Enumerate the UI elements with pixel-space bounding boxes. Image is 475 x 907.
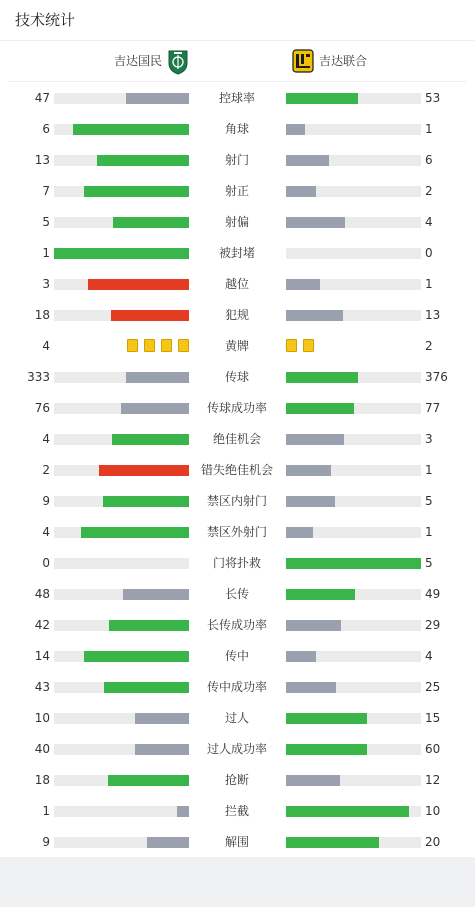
away-bar: [286, 465, 331, 476]
home-bar-track: [54, 155, 189, 166]
away-bar: [286, 217, 345, 228]
stat-label: 射偏: [224, 215, 249, 229]
home-bar-track: [54, 558, 189, 569]
away-bar-track: [286, 682, 421, 693]
away-bar: [286, 713, 367, 724]
away-bar-track: [286, 775, 421, 786]
home-bar: [97, 155, 189, 166]
home-value: 13: [34, 153, 50, 167]
home-bar-track: [54, 589, 189, 600]
away-bar: [286, 775, 340, 786]
away-team-name: 吉达联合: [319, 54, 368, 68]
stat-row: [0, 677, 475, 697]
yellow-card-icon: [161, 339, 172, 352]
stat-row: [0, 150, 475, 170]
stat-label: 被封堵: [218, 246, 255, 260]
stat-label: 越位: [224, 277, 249, 291]
stat-label: 黄牌: [224, 339, 249, 353]
away-bar-track: [286, 651, 421, 662]
stat-label: 过人成功率: [206, 742, 267, 756]
home-bar: [147, 837, 189, 848]
stat-label: 传球成功率: [206, 401, 267, 415]
home-bar-track: [54, 124, 189, 135]
away-bar-track: [286, 713, 421, 724]
away-bar: [286, 155, 329, 166]
away-bar: [286, 279, 320, 290]
away-value: 1: [425, 525, 433, 539]
away-bar-track: [286, 558, 421, 569]
yellow-card-icon: [178, 339, 189, 352]
away-bar: [286, 496, 335, 507]
away-value: 2: [425, 184, 433, 198]
stat-row: [0, 801, 475, 821]
away-bar: [286, 589, 355, 600]
away-bar: [286, 744, 367, 755]
away-value: 49: [425, 587, 441, 601]
stat-row: [0, 584, 475, 604]
away-value: 0: [425, 246, 433, 260]
stat-row: [0, 336, 475, 356]
away-value: 3: [425, 432, 433, 446]
away-bar-track: [286, 217, 421, 228]
away-bar-track: [286, 310, 421, 321]
stat-row: [0, 770, 475, 790]
home-bar-track: [54, 620, 189, 631]
stat-row: [0, 739, 475, 759]
home-value: 40: [34, 742, 50, 756]
home-value: 47: [34, 91, 50, 105]
away-bar-track: [286, 93, 421, 104]
stat-label: 射门: [224, 153, 249, 167]
stat-row: [0, 243, 475, 263]
home-value: 4: [42, 525, 50, 539]
stat-row: [0, 274, 475, 294]
stat-label: 禁区外射门: [206, 525, 267, 539]
home-bar: [84, 651, 189, 662]
home-bar: [111, 310, 189, 321]
home-bar: [112, 434, 189, 445]
home-bar-track: [54, 775, 189, 786]
away-value: 1: [425, 277, 433, 291]
home-bar-track: [54, 186, 189, 197]
home-bar-track: [54, 744, 189, 755]
home-bar-track: [54, 806, 189, 817]
away-value: 53: [425, 91, 441, 105]
stat-row: [0, 615, 475, 635]
away-bar-track: [286, 124, 421, 135]
home-bar: [81, 527, 189, 538]
away-bar: [286, 372, 358, 383]
away-value: 4: [425, 649, 433, 663]
home-bar-track: [54, 434, 189, 445]
away-bar: [286, 124, 305, 135]
home-value: 1: [42, 804, 50, 818]
away-bar: [286, 651, 316, 662]
home-bar-track: [54, 372, 189, 383]
away-value: 29: [425, 618, 441, 632]
away-bar-track: [286, 620, 421, 631]
home-value: 76: [34, 401, 50, 415]
home-bar: [54, 248, 189, 259]
yellow-card-icon: [144, 339, 155, 352]
stat-row: [0, 181, 475, 201]
page-title: 技术统计: [0, 0, 475, 41]
away-bar: [286, 186, 316, 197]
stat-label: 传中成功率: [206, 680, 267, 694]
away-bar-track: [286, 527, 421, 538]
home-value: 18: [34, 308, 50, 322]
home-bar-track: [54, 279, 189, 290]
away-bar: [286, 403, 354, 414]
away-bar-track: [286, 403, 421, 414]
home-value: 4: [42, 432, 50, 446]
stat-row: [0, 305, 475, 325]
home-bar: [84, 186, 189, 197]
home-bar: [135, 713, 189, 724]
stat-row: [0, 646, 475, 666]
away-value: 10: [425, 804, 441, 818]
home-bar-track: [54, 248, 189, 259]
away-bar-track: [286, 155, 421, 166]
stat-label: 控球率: [218, 91, 255, 105]
stat-label: 传中: [224, 649, 249, 663]
away-value: 5: [425, 556, 433, 570]
away-bar-track: [286, 744, 421, 755]
away-bar-track: [286, 496, 421, 507]
home-bar: [109, 620, 189, 631]
away-bar-track: [286, 465, 421, 476]
home-bar-track: [54, 310, 189, 321]
stat-label: 禁区内射门: [206, 494, 267, 508]
stat-label: 长传成功率: [206, 618, 267, 632]
home-bar: [123, 589, 189, 600]
stat-row: [0, 832, 475, 852]
away-value: 12: [425, 773, 441, 787]
home-bar: [103, 496, 189, 507]
away-value: 13: [425, 308, 441, 322]
home-bar-track: [54, 496, 189, 507]
away-bar: [286, 558, 421, 569]
home-bar-track: [54, 837, 189, 848]
home-bar-track: [54, 465, 189, 476]
away-bar: [286, 682, 336, 693]
home-value: 42: [34, 618, 50, 632]
home-bar-track: [54, 527, 189, 538]
home-bar: [121, 403, 189, 414]
away-value: 25: [425, 680, 441, 694]
stat-label: 过人: [224, 711, 249, 725]
stat-label: 抢断: [224, 773, 249, 787]
away-bar: [286, 93, 358, 104]
away-bar: [286, 806, 409, 817]
stat-label: 绝佳机会: [212, 432, 261, 446]
away-value: 15: [425, 711, 441, 725]
home-bar: [126, 372, 189, 383]
away-value: 1: [425, 122, 433, 136]
away-yellow-cards: [286, 339, 320, 352]
stat-row: [0, 491, 475, 511]
stat-label: 传球: [224, 370, 249, 384]
home-bar: [108, 775, 189, 786]
home-yellow-cards: [121, 339, 189, 352]
stat-row: [0, 429, 475, 449]
home-bar: [135, 744, 189, 755]
away-bar-track: [286, 248, 421, 259]
home-bar: [126, 93, 189, 104]
home-bar: [177, 806, 189, 817]
home-bar-track: [54, 651, 189, 662]
home-bar-track: [54, 93, 189, 104]
away-value: 6: [425, 153, 433, 167]
home-value: 0: [42, 556, 50, 570]
home-value: 333: [27, 370, 50, 384]
away-bar: [286, 527, 313, 538]
home-bar-track: [54, 403, 189, 414]
stat-row: [0, 708, 475, 728]
stat-label: 长传: [224, 587, 249, 601]
home-value: 6: [42, 122, 50, 136]
yellow-card-icon: [286, 339, 297, 352]
away-bar-track: [286, 372, 421, 383]
home-bar-track: [54, 713, 189, 724]
home-value: 2: [42, 463, 50, 477]
away-bar-track: [286, 837, 421, 848]
away-bar: [286, 620, 341, 631]
home-team-logo-icon: [167, 49, 189, 75]
home-value: 7: [42, 184, 50, 198]
home-value: 10: [34, 711, 50, 725]
away-value: 20: [425, 835, 441, 849]
stat-label: 错失绝佳机会: [200, 463, 273, 477]
home-value: 9: [42, 835, 50, 849]
stat-row: [0, 119, 475, 139]
stat-label: 拦截: [224, 804, 249, 818]
stat-row: [0, 367, 475, 387]
stat-row: [0, 212, 475, 232]
away-bar-track: [286, 806, 421, 817]
yellow-card-icon: [303, 339, 314, 352]
home-value: 3: [42, 277, 50, 291]
away-bar: [286, 310, 343, 321]
away-value: 2: [425, 339, 433, 353]
away-bar: [286, 837, 379, 848]
home-value: 9: [42, 494, 50, 508]
away-bar-track: [286, 434, 421, 445]
stat-label: 门将扑救: [212, 556, 261, 570]
away-value: 5: [425, 494, 433, 508]
home-value: 18: [34, 773, 50, 787]
yellow-card-icon: [127, 339, 138, 352]
away-value: 60: [425, 742, 441, 756]
home-value: 48: [34, 587, 50, 601]
home-bar-track: [54, 682, 189, 693]
stat-row: [0, 460, 475, 480]
home-bar: [73, 124, 189, 135]
stat-label: 角球: [224, 122, 249, 136]
away-value: 4: [425, 215, 433, 229]
home-bar: [88, 279, 189, 290]
stat-label: 解围: [224, 835, 249, 849]
home-value: 43: [34, 680, 50, 694]
home-value: 14: [34, 649, 50, 663]
away-bar-track: [286, 589, 421, 600]
home-bar-track: [54, 217, 189, 228]
away-bar: [286, 434, 344, 445]
away-value: 376: [425, 370, 448, 384]
stat-row: [0, 522, 475, 542]
teams-header: [9, 41, 466, 82]
stat-label: 射正: [224, 184, 249, 198]
stat-row: [0, 553, 475, 573]
away-team-logo-icon: [292, 49, 314, 73]
away-value: 1: [425, 463, 433, 477]
away-value: 77: [425, 401, 441, 415]
away-bar-track: [286, 186, 421, 197]
away-bar-track: [286, 279, 421, 290]
home-value: 5: [42, 215, 50, 229]
home-team-name: 吉达国民: [113, 54, 162, 68]
home-bar: [104, 682, 189, 693]
stat-row: [0, 88, 475, 108]
stat-row: [0, 398, 475, 418]
home-value: 1: [42, 246, 50, 260]
home-value: 4: [42, 339, 50, 353]
stat-label: 犯规: [224, 308, 249, 322]
home-bar: [99, 465, 189, 476]
home-bar: [113, 217, 189, 228]
